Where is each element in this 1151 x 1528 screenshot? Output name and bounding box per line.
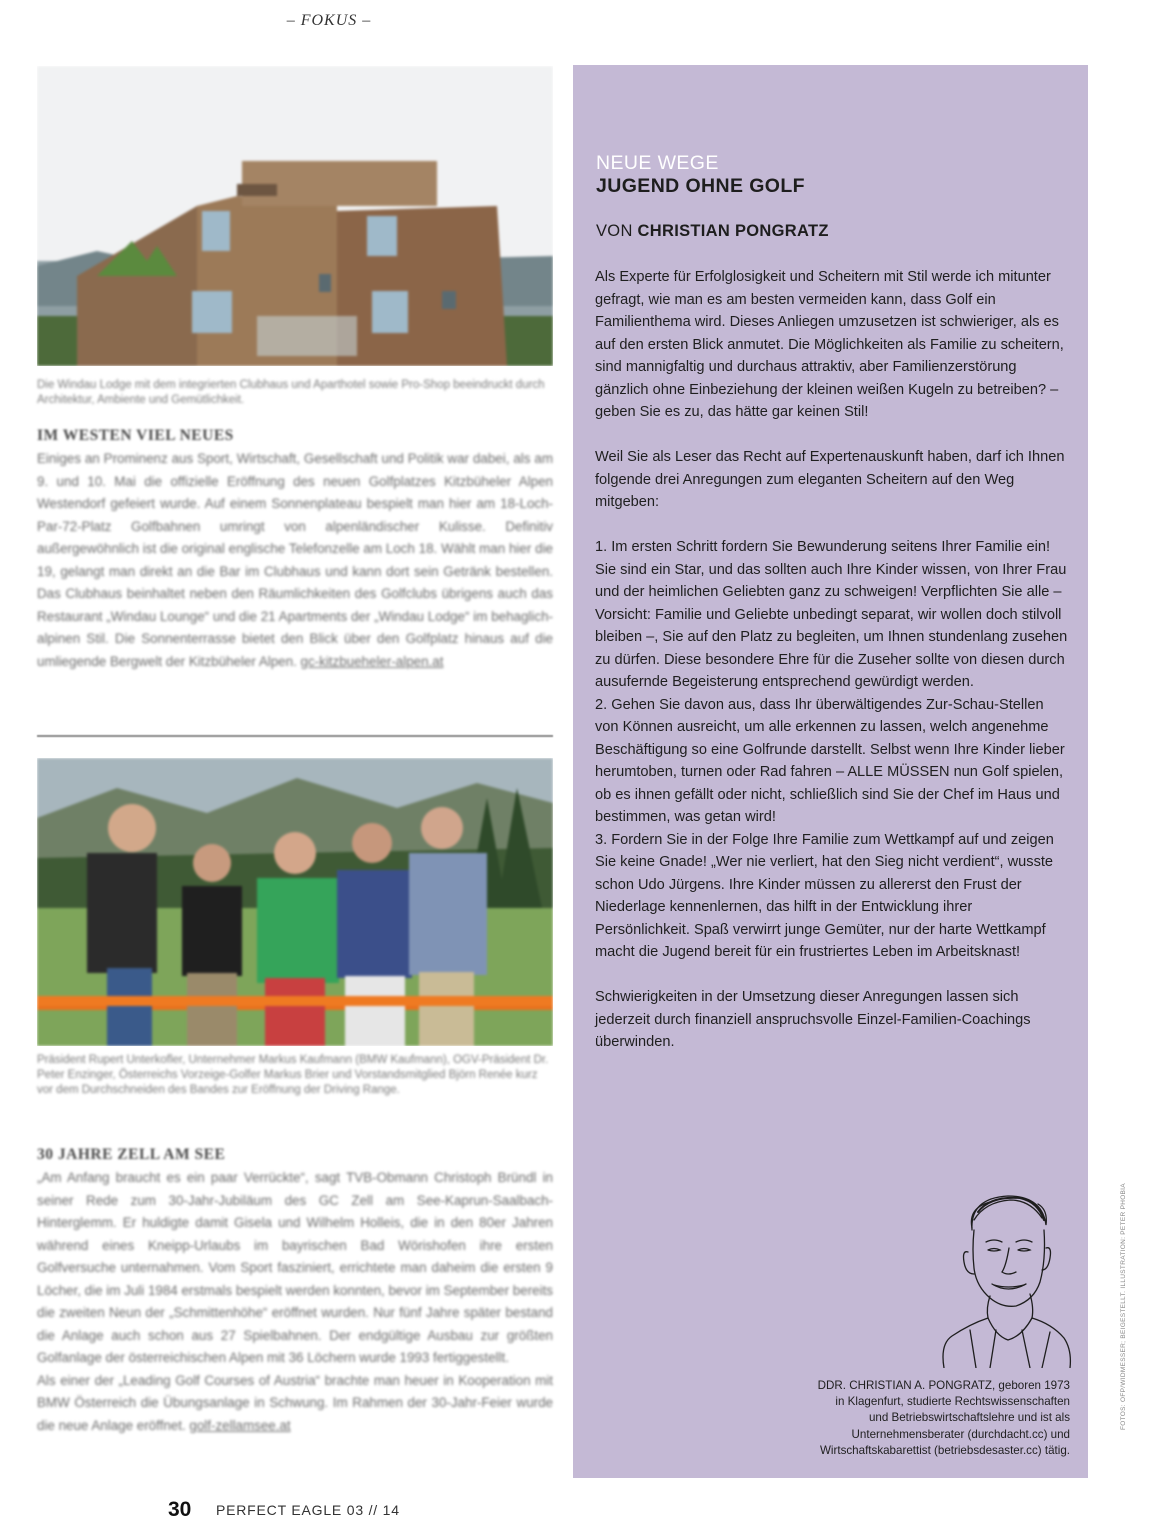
page-number: 30 [168,1498,192,1521]
photo-credit: FOTOS: OFP/WIDMESSER; BEIGESTELLT. ILLUSTRATION: PETER PHOBIA [1120,1183,1127,1430]
article-westendorf [37,448,553,673]
column-body [595,266,1070,1054]
lodge-caption: Die Windau Lodge mit dem integrierten Clubhaus und Aparthotel sowie Pro-Shop beeindruckt durch Architektur, Ambiente und Gemütlichkeit. [37,379,545,406]
author-bio [770,1378,1070,1459]
byline-author: CHRISTIAN PONGRATZ [637,222,829,240]
ribbon-cutting-photo [37,758,553,1046]
column-paragraph-closing: Schwierigkeiten in der Umsetzung dieser Anregungen lassen sich jederzeit durch finanziell anspruchsvolle Einzel-Familien-Coachings überwinden. [595,989,1031,1050]
ribbon-caption: Präsident Rupert Unterkofler, Unternehmer Markus Kaufmann (BMW Kaufmann), ÖGV-Präsident Dr. Peter Enzinger, Österreichs Vorzeige-Golfer Markus Brier und Vorstandsmitglied Björn Renée kurz vor dem Durchschneiden des Bandes zur Eröffnung der Driving Range. [37,1054,549,1096]
column-tip-2: 2. Gehen Sie davon aus, dass Ihr überwältigendes Zur-Schau-Stellen von Können ausreicht, um alle erkennen zu lassen, welch angenehme Beschäftigung so eine Golfrunde darstellt. Selbst wenn Ihre Kinder lieber herumtoben, turnen oder Rad fahren – ALLE MÜSSEN nun Golf spielen, ob es ihnen gefällt oder nicht, schließlich sind Sie der Chef im Haus und bestimmen, was getan wird! [595,696,1065,825]
column-paragraph-intro: Als Experte für Erfolglosigkeit und Scheitern mit Stil werde ich mitunter gefragt, wie man es am besten vermeiden kann, dass Golf ein Familienthema wird. Dieses Anliegen umzusetzen ist schwieriger, als es auf den ersten Blick anmutet. Die Möglichkeiten als Familie zu scheitern, sind mannigfaltig und durchaus attraktiv, aber Familienzerstörung gänzlich ohne Einbeziehung der kleinen weißen Kugeln zu betreiben? – geben Sie es zu, das hätte gar keinen Stil! [595,269,1064,420]
heading-im-westen: IM WESTEN VIEL NEUES [37,427,234,444]
magazine-issue: PERFECT EAGLE 03 // 14 [216,1502,400,1518]
lodge-photo [37,66,553,366]
author-bio-line: in Klagenfurt, studierte Rechtswissenschaften [835,1395,1070,1409]
byline-prefix: VON [596,222,638,240]
author-bio-line: Unternehmensberater (durchdacht.cc) und [851,1427,1070,1441]
link-golf-zellamsee[interactable]: golf-zellamsee.at [189,1417,291,1433]
byline [596,222,829,241]
column-kicker: NEUE WEGE [596,152,719,174]
author-portrait-illustration [930,1190,1080,1368]
article-zell-paragraph-2-text: Als einer der „Leading Golf Courses of Austria“ brachte man heuer in Kooperation mit BMW Österreich die Übungsanlage in Schwung. Im Rahmen der 30-Jahr-Feier wurde die neue Anlage eröffnet. [37,1372,553,1433]
article-zell-am-see [37,1167,553,1437]
heading-30-jahre: 30 JAHRE ZELL AM SEE [37,1146,226,1163]
column-title: JUGEND OHNE GOLF [596,175,805,197]
article-zell-paragraph-2 [37,1370,553,1438]
link-gc-kitzbueheler-alpen[interactable]: gc-kitzbueheler-alpen.at [300,653,444,669]
author-bio-line: Wirtschaftskabarettist (betriebsdesaster.cc) tätig. [819,1443,1070,1457]
section-label: – FOKUS – [286,12,372,29]
column-tip-3: 3. Fordern Sie in der Folge Ihre Familie zum Wettkampf auf und zeigen Sie keine Gnade! „Wer nie verliert, hat den Sieg nicht verdient“, wusste schon Udo Jürgens. Ihre Kinder müssen zu allererst den Frust der Niederlage kennenlernen, das hilft in der Entwicklung ihrer Persönlichkeit. Spaß verwirrt junge Gemüter, nur der harte Wettkampf macht die Jugend bereit für ein frustriertes Leben im Arbeitsknast! [595,831,1054,960]
article-zell-paragraph-1: „Am Anfang braucht es ein paar Verrückte“, sagt TVB-Obmann Christoph Bründl in seiner Rede zum 30-Jahr-Jubiläum des GC Zell am See-Kaprun-Saalbach-Hinterglemm. Er huldigte damit Gisela und Wilhelm Holleis, die in den 80er Jahren während eines Kneipp-Urlaubs im bayrischen Bad Wörishofen ihre ersten Golfversuche unternahmen. Vom Sport fasziniert, errichtete man daheim die ersten 9 Löcher, die im Juli 1984 erstmals bespielt werden konnten, bevor im September bereits die zweiten Neun der „Schmittenhöhe“ eröffnet wurden. Nur fünf Jahre später bestand die Anlage auch schon aus 27 Spielbahnen. Der endgültige Ausbau zur größten Golfanlage der österreichischen Alpen mit 36 Löchern wurde 1993 fertiggestellt. [37,1170,553,1365]
column-tip-1: 1. Im ersten Schritt fordern Sie Bewunderung seitens Ihrer Familie ein! Sie sind ein Star, und das sollten auch Ihre Kinder wissen, von Ihrer Frau und der heimlichen Geliebten ganz zu schweigen! Verpflichten Sie alle – Vorsicht: Familie und Geliebte unbedingt separat, wir wollen doch stilvoll bleiben –, Sie auf den Platz zu begleiten, um Ihnen stundenlang zusehen zu dürfen. Diese besondere Ehre für die Zuseher sollte von diesen durch ausufernde Begeisterung entsprechend gewürdigt werden. [595,539,1068,690]
article-westendorf-text: Einiges an Prominenz aus Sport, Wirtschaft, Gesellschaft und Politik war dabei, als am 9. und 10. Mai die offizielle Eröffnung des neuen Golfplatzes Kitzbüheler Alpen Westendorf gefeiert wurde. Auf einem Sonnenplateau bespielt man hier am 18-Loch-Par-72-Platz Golfbahnen umringt von alpenländischer Kulisse. Definitiv außergewöhnlich ist die original englische Telefonzelle am Loch 18. Wählt man hier die 19, gelangt man direkt an die Bar im Clubhaus und kann dort sein Getränk bestellen. Das Clubhaus beinhaltet neben den Räumlichkeiten des Golfclubs übrigens auch das Restaurant „Windau Lounge“ und die 21 Apartments der „Windau Lodge“ im behaglich-alpinen Stil. Die Sonnenterrasse bietet den Blick über den Golfplatz hinaus auf die umliegende Bergwelt der Kitzbüheler Alpen. [37,451,553,669]
section-divider [37,735,553,737]
author-bio-line: DDR. CHRISTIAN A. PONGRATZ, geboren 1973 [817,1379,1070,1392]
author-bio-line: und Betriebswirtschaftslehre und ist als [868,1411,1070,1425]
column-paragraph-lead: Weil Sie als Leser das Recht auf Expertenauskunft haben, darf ich Ihnen folgende drei Anregungen zum eleganten Scheitern auf den Weg mitgeben: [595,449,1065,510]
